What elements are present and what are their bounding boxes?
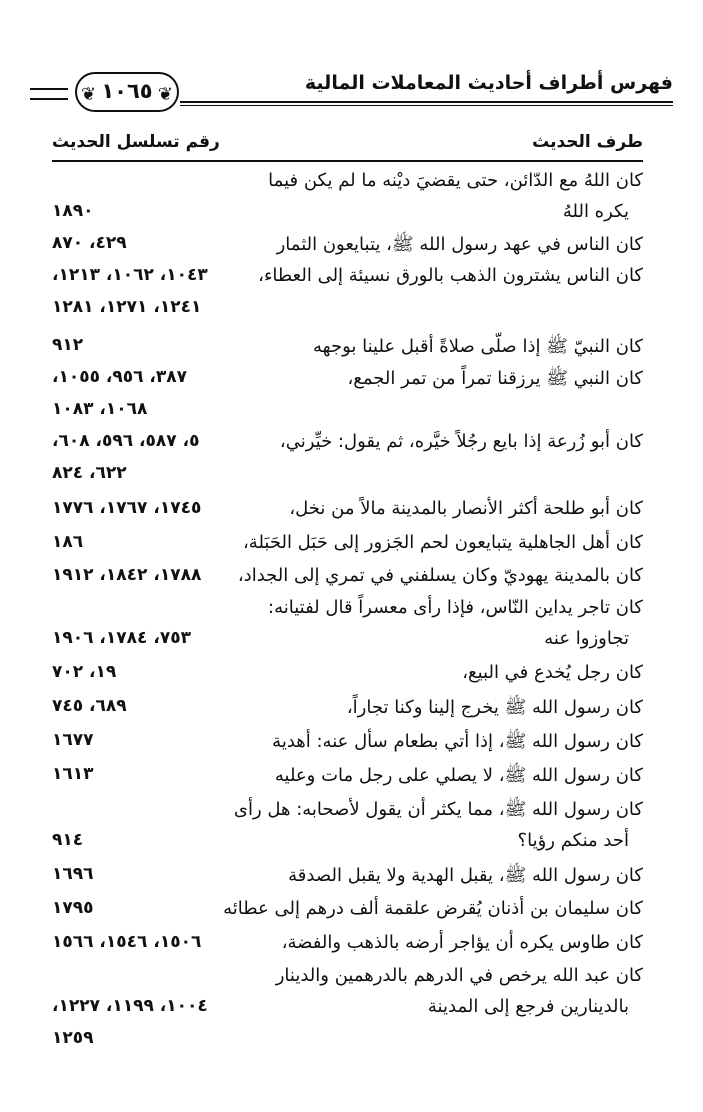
hadith-text: كان سليمان بن أذنان يُقرض علقمة ألف درهم إلى عطائه — [223, 898, 643, 919]
hadith-numbers: ١٧٤٥، ١٧٦٧، ١٧٧٦ — [52, 498, 202, 518]
hadith-text: كان أهل الجاهلية يتبايعون لحم الجَزور إلى حَبَل الحَبَلة، — [243, 532, 643, 553]
number-column-header: رقم تسلسل الحديث — [52, 132, 220, 152]
hadith-numbers: ٧٥٣، ١٧٨٤، ١٩٠٦ — [52, 628, 191, 648]
hadith-numbers: ٥، ٥٨٧، ٥٩٦، ٦٠٨، — [52, 431, 200, 451]
running-title: فهرس أطراف أحاديث المعاملات المالية — [304, 72, 673, 94]
hadith-text: كان الناس يشترون الذهب بالورق نسيئة إلى العطاء، — [258, 265, 643, 286]
hadith-numbers: ١٢٥٩ — [52, 1028, 94, 1048]
hadith-text: كان بالمدينة يهوديّ وكان يسلفني في تمري إلى الجداد، — [237, 565, 643, 586]
hadith-text: كان رسول الله ﷺ، مما يكثر أن يقول لأصحابه: هل رأى — [233, 799, 643, 820]
hadith-text: كان اللهُ مع الدّائن، حتى يقضيَ ديْنه ما لم يكن فيما — [268, 170, 643, 191]
page-number-badge — [75, 72, 179, 112]
hadith-numbers: ١٨٩٠ — [52, 201, 94, 221]
hadith-numbers: ٤٢٩، ٨٧٠ — [52, 233, 127, 253]
page-header — [30, 72, 673, 108]
hadith-numbers: ١٦٧٧ — [52, 730, 94, 750]
hadith-text: كان أبو زُرعة إذا بايع رجُلاً خيَّره، ثم يقول: خيِّرني، — [279, 431, 643, 452]
header-rule — [180, 101, 673, 106]
hadith-numbers: ١٠٦٨، ١٠٨٣ — [52, 399, 148, 419]
header-dash — [30, 88, 68, 100]
hadith-text: كان عبد الله يرخص في الدرهم بالدرهمين والدينار — [275, 965, 643, 986]
hadith-column-header: طرف الحديث — [532, 132, 643, 152]
hadith-numbers: ١٢٤١، ١٢٧١، ١٢٨١ — [52, 297, 202, 317]
hadith-text: كان طاوس يكره أن يؤاجر أرضه بالذهب والفضة، — [281, 932, 643, 953]
hadith-numbers: ١٠٠٤، ١١٩٩، ١٢٢٧، — [52, 996, 208, 1016]
hadith-numbers: ١٩، ٧٠٢ — [52, 662, 117, 682]
hadith-text: كان تاجر يداين النّاس، فإذا رأى معسراً قال لفتيانه: — [268, 597, 643, 618]
hadith-text: كان النبي ﷺ يرزقنا تمراً من تمر الجمع، — [347, 368, 643, 389]
hadith-numbers: ٩١٤ — [52, 830, 84, 850]
hadith-numbers: ١٨٦ — [52, 532, 84, 552]
hadith-text: كان رسول الله ﷺ، يقبل الهدية ولا يقبل الصدقة — [288, 865, 643, 886]
hadith-numbers: ١٠٤٣، ١٠٦٢، ١٢١٣، — [52, 265, 208, 285]
hadith-numbers: ١٥٠٦، ١٥٤٦، ١٥٦٦ — [52, 932, 202, 952]
hadith-numbers: ٩١٢ — [52, 335, 84, 355]
laurel-left-icon: ❦ — [81, 84, 97, 105]
page-number: ١٠٦٥ — [101, 79, 153, 103]
hadith-numbers: ١٦٩٦ — [52, 864, 94, 884]
column-headers — [52, 128, 643, 162]
hadith-text: كان رسول الله ﷺ، إذا أتي بطعام سأل عنه: أهدية — [272, 731, 643, 752]
laurel-right-icon: ❦ — [157, 84, 173, 105]
hadith-numbers: ١٧٩٥ — [52, 898, 94, 918]
hadith-text: يكره اللهُ — [562, 201, 629, 222]
hadith-text: كان الناس في عهد رسول الله ﷺ، يتبايعون الثمار — [276, 234, 643, 255]
hadith-text: كان رجل يُخدع في البيع، — [462, 662, 643, 683]
hadith-numbers: ١٦١٣ — [52, 764, 94, 784]
hadith-numbers: ١٧٨٨، ١٨٤٢، ١٩١٢ — [52, 565, 202, 585]
hadith-text: كان رسول الله ﷺ، لا يصلي على رجل مات وعليه — [274, 765, 643, 786]
hadith-text: كان النبيّ ﷺ إذا صلّى صلاةً أقبل علينا بوجهه — [313, 336, 643, 357]
hadith-numbers: ٦٢٢، ٨٢٤ — [52, 463, 127, 483]
hadith-numbers: ٣٨٧، ٩٥٦، ١٠٥٥، — [52, 367, 188, 387]
hadith-text: بالدينارين فرجع إلى المدينة — [427, 996, 629, 1017]
hadith-text: كان رسول الله ﷺ يخرج إلينا وكنا تجاراً، — [346, 697, 643, 718]
hadith-text: أحد منكم رؤيا؟ — [517, 830, 629, 851]
hadith-text: كان أبو طلحة أكثر الأنصار بالمدينة مالاً من نخل، — [289, 498, 643, 519]
hadith-text: تجاوزوا عنه — [544, 628, 629, 649]
hadith-numbers: ٦٨٩، ٧٤٥ — [52, 696, 127, 716]
